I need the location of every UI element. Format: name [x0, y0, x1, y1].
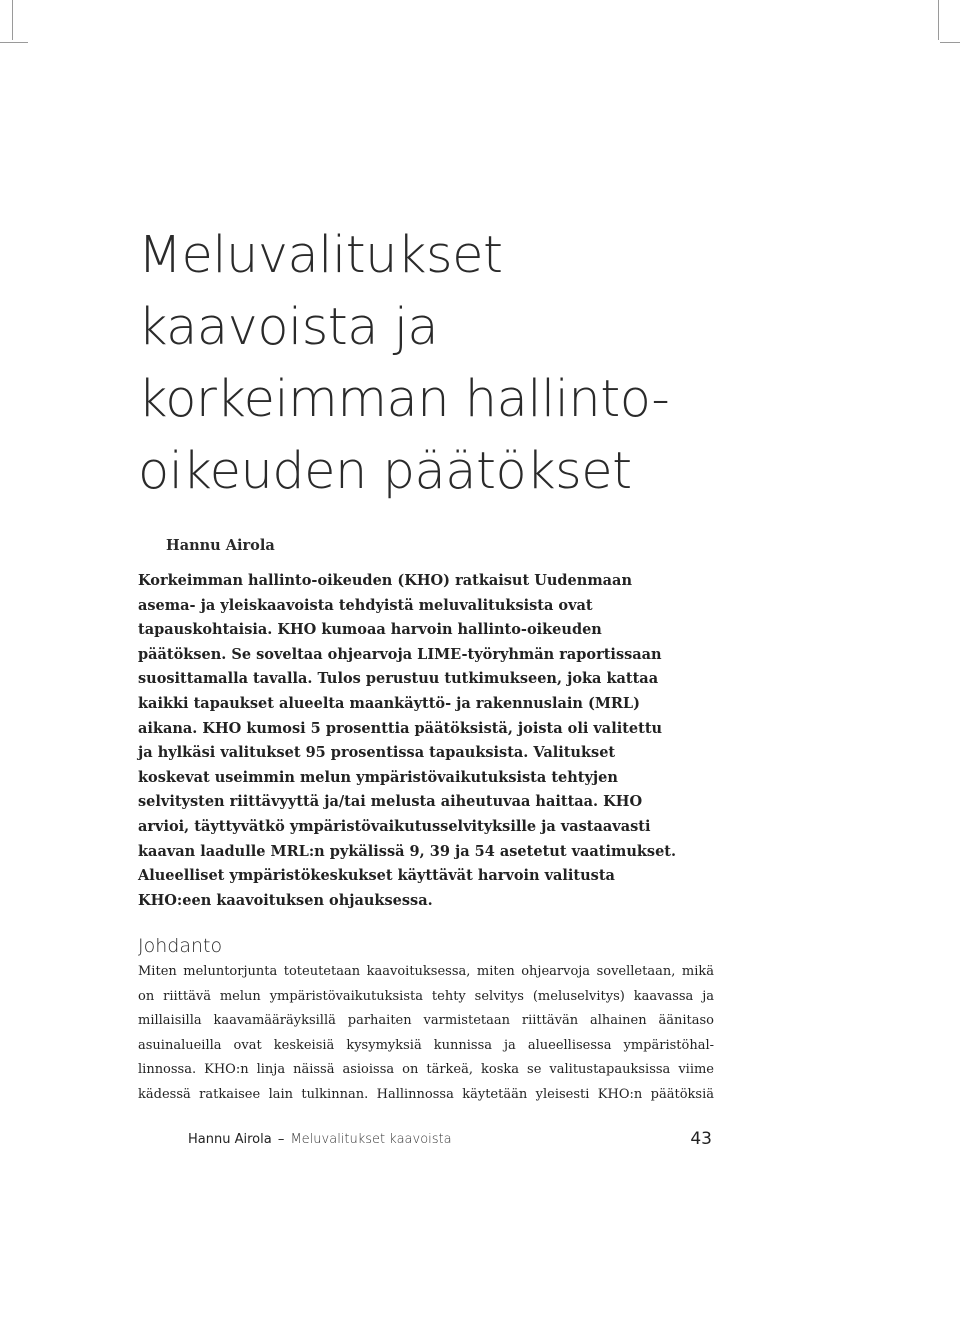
page-footer	[188, 1129, 712, 1149]
body-line: kädessä ratkaisee lain tulkinnan. Hallinnossa käytetään yleisesti KHO:n päätöksiä	[138, 1086, 714, 1102]
abstract-line: tapauskohtaisia. KHO kumoaa harvoin hallinto-oikeuden	[138, 621, 602, 639]
abstract-line: ja hylkäsi valitukset 95 prosentissa tapauksista. Valitukset	[138, 744, 616, 762]
abstract-line: arvioi, täyttyvätkö ympäristövaikutusselvityksille ja vastaavasti	[138, 817, 651, 835]
abstract-line: aikana. KHO kumosi 5 prosenttia päätöksistä, joista oli valitettu	[138, 719, 663, 737]
abstract-line: kaavan laadulle MRL:n pykälissä 9, 39 ja 54 asetetut vaatimukset.	[138, 842, 677, 860]
abstract-line: kaikki tapaukset alueelta maankäyttö- ja rakennuslain (MRL)	[138, 694, 640, 712]
body-line: asuinalueilla ovat keskeisiä kysymyksiä kunnissa ja alueellisessa ympäristöhal-	[138, 1037, 714, 1053]
body-line: on riittävä melun ympäristövaikutuksista tehty selvitys (meluselvitys) kaavassa ja	[138, 988, 714, 1004]
abstract-line: koskevat useimmin melun ympäristövaikutuksista tehtyjen	[138, 768, 618, 786]
abstract	[138, 569, 698, 913]
section-heading: Johdanto	[138, 935, 223, 957]
abstract-line: päätöksen. Se soveltaa ohjearvoja LIME-työryhmän raportissaan	[138, 645, 662, 663]
body-line: linnossa. KHO:n linja näissä asioissa on tärkeä, koska se valitustapauksissa viime	[138, 1062, 714, 1078]
body-line: millaisilla kaavamääräyksillä parhaiten varmistetaan riittävän alhainen äänitaso	[138, 1013, 714, 1029]
abstract-line: KHO:een kaavoituksen ohjauksessa.	[138, 891, 433, 909]
title-line-4: oikeuden päätökset	[138, 442, 632, 501]
crop-mark-top-right-horizontal	[940, 42, 960, 43]
abstract-line: selvitysten riittävyyttä ja/tai melusta aiheutuvaa haittaa. KHO	[138, 793, 643, 811]
abstract-line: Alueelliset ympäristökeskukset käyttävät harvoin valitusta	[138, 867, 615, 885]
abstract-line: suosittamalla tavalla. Tulos perustuu tutkimukseen, joka kattaa	[138, 670, 659, 688]
crop-mark-top-left-horizontal	[0, 42, 28, 43]
abstract-line: Korkeimman hallinto-oikeuden (KHO) ratkaisut Uudenmaan	[138, 572, 632, 589]
author-name: Hannu Airola	[166, 537, 275, 554]
crop-mark-top-right	[938, 0, 939, 40]
title-line-2: kaavoista ja	[138, 298, 439, 357]
abstract-line: asema- ja yleiskaavoista tehdyistä meluvalituksista ovat	[138, 596, 593, 614]
footer-short-title: Meluvalitukset kaavoista	[290, 1132, 452, 1147]
footer-author: Hannu Airola	[188, 1132, 272, 1147]
title-line-1: Meluvalitukset	[138, 226, 503, 285]
title-line-3: korkeimman hallinto-	[138, 370, 670, 429]
footer-separator: –	[277, 1132, 285, 1147]
body-text	[138, 960, 714, 1108]
article-title	[138, 220, 778, 508]
body-line: Miten meluntorjunta toteutetaan kaavoituksessa, miten ohjearvoja sovelletaan, mikä	[138, 964, 714, 979]
page-number: 43	[690, 1129, 712, 1149]
crop-mark-top-left	[12, 0, 13, 40]
